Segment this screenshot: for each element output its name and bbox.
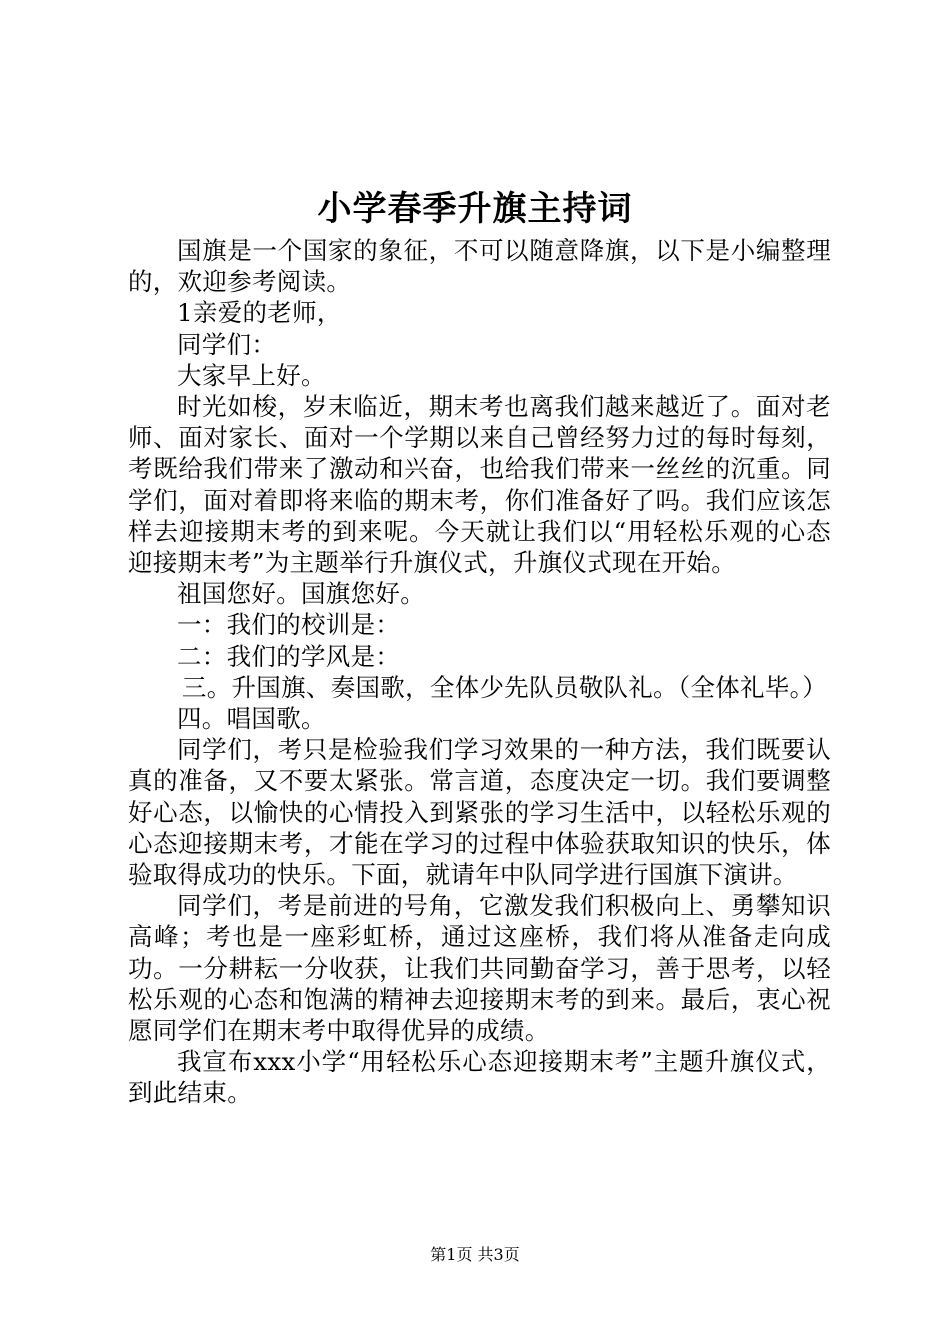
paragraph-opening: 时光如梭，岁末临近，期末考也离我们越来越近了。面对老师、面对家长、面对一个学期以来自己曾经努力过的每时每刻，考既给我们带来了激动和兴奋，也给我们带来一丝丝的沉重。同学们，面对着即将来临的期末考，你们准备好了吗。我们应该怎样去迎接期末考的到来呢。今天就让我们以“用轻松乐观的心态迎接期末考”为主题举行升旗仪式，升旗仪式现在开始。 — [128, 392, 831, 578]
paragraph-school-motto: 一：我们的校训是： — [177, 610, 401, 640]
paragraph-motherland: 祖国您好。国旗您好。 — [177, 579, 425, 609]
document-body — [128, 235, 831, 1109]
paragraph-greeting-teachers: 1亲爱的老师， — [177, 298, 342, 328]
paragraph-closing: 我宣布xxx小学“用轻松乐心态迎接期末考”主题升旗仪式，到此结束。 — [128, 1047, 831, 1108]
paragraph-intro: 国旗是一个国家的象征，不可以随意降旗，以下是小编整理的，欢迎参考阅读。 — [128, 236, 831, 297]
paragraph-encouragement: 同学们，考是前进的号角，它激发我们积极向上、勇攀知识高峰；考也是一座彩虹桥，通过这座桥，我们将从准备走向成功。一分耕耘一分收获，让我们共同勤奋学习，善于思考，以轻松乐观的心态和饱满的精神去迎接期末考的到来。最后，衷心祝愿同学们在期末考中取得优异的成绩。 — [128, 891, 831, 1046]
page-number-footer: 第1页 共3页 — [430, 1245, 520, 1264]
paragraph-good-morning: 大家早上好。 — [177, 360, 326, 390]
paragraph-flag-raising: 三。升国旗、奏国歌，全体少先队员敬队礼。（全体礼毕。） — [181, 672, 827, 702]
document-title: 小学春季升旗主持词 — [317, 189, 633, 229]
paragraph-exam-attitude: 同学们，考只是检验我们学习效果的一种方法，我们既要认真的准备，又不要太紧张。常言道，态度决定一切。我们要调整好心态，以愉快的心情投入到紧张的学习生活中，以轻松乐观的心态迎接期末考，才能在学习的过程中体验获取知识的快乐，体验取得成功的快乐。下面，就请年中队同学进行国旗下演讲。 — [128, 735, 831, 890]
paragraph-anthem: 四。唱国歌。 — [177, 704, 326, 734]
paragraph-greeting-students: 同学们： — [177, 329, 277, 359]
paragraph-study-style: 二：我们的学风是： — [177, 641, 401, 671]
